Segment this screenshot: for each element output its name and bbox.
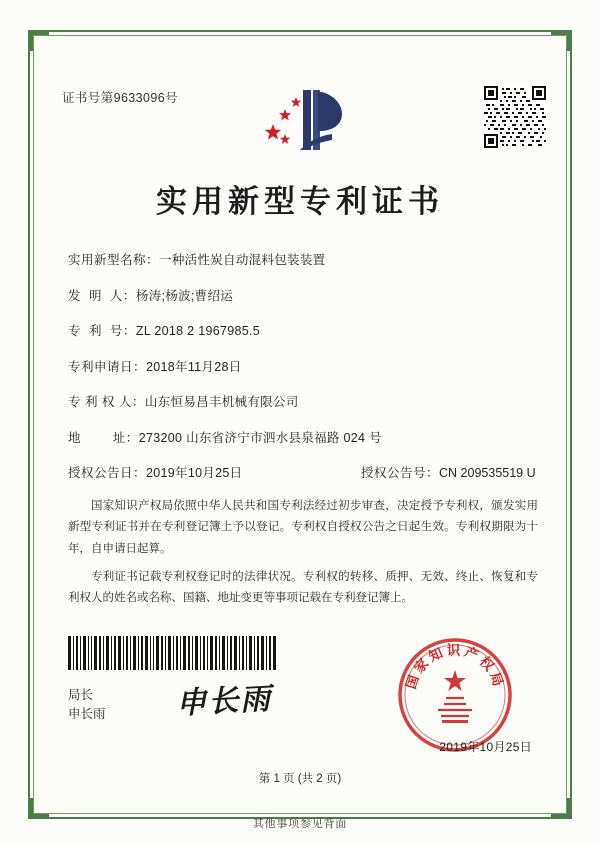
official-red-seal-icon bbox=[396, 636, 514, 754]
legal-text bbox=[68, 496, 538, 616]
field-value-grant-date: 2019年10月25日 bbox=[146, 466, 243, 480]
footnote: 其他事项参见背面 bbox=[252, 818, 348, 830]
field-label: 地 址： bbox=[68, 430, 139, 445]
handwritten-signature: 申长雨 bbox=[175, 681, 274, 722]
field-value: 2018年11月28日 bbox=[146, 359, 242, 374]
field-label-grant-number: 授权公告号： bbox=[361, 466, 440, 480]
cnipa-logo-icon bbox=[256, 84, 348, 156]
field-value-grant-number: CN 209535519 U bbox=[439, 466, 536, 480]
legal-paragraph-2: 专利证书记载专利权登记时的法律状况。专利权的转移、质押、无效、终止、恢复和专利权人的姓名或名称、国籍、地址变更等事项记载在专利登记簿上。 bbox=[68, 570, 538, 605]
field-value: 山东恒易昌丰机械有限公司 bbox=[144, 395, 299, 409]
field-label: 专 利 号： bbox=[68, 324, 136, 338]
field-label: 专 利 权 人： bbox=[68, 395, 145, 409]
signer-name: 申长雨 bbox=[68, 707, 106, 722]
field-row-grant-announcement bbox=[68, 463, 540, 481]
field-label: 实用新型名称： bbox=[68, 253, 160, 267]
legal-paragraph-1: 国家知识产权局依照中华人民共和国专利法经过初步审查，决定授予专利权，颁发实用新型专利证书并在专利登记簿上予以登记。专利权自授权公告之日起生效。专利权期限为十年，自申请日起算。 bbox=[68, 500, 538, 555]
qr-code-icon bbox=[484, 86, 546, 148]
svg-text:国家知识产权局: 国家知识产权局 bbox=[403, 643, 507, 692]
field-row-patentee bbox=[68, 392, 540, 410]
seal-date: 2019年10月25日 bbox=[439, 740, 532, 754]
field-value: 273200 山东省济宁市泗水县泉福路 024 号 bbox=[138, 430, 382, 445]
field-row-invention-name bbox=[68, 250, 540, 268]
field-value: 杨涛;杨波;曹绍运 bbox=[135, 288, 234, 303]
signer-block bbox=[68, 686, 106, 725]
page-number: 第 1 页 (共 2 页) bbox=[258, 773, 342, 785]
certificate-number: 证书号第9633096号 bbox=[62, 91, 178, 105]
field-value: ZL 2018 2 1967985.5 bbox=[135, 324, 260, 338]
field-row-address bbox=[68, 428, 540, 446]
field-row-inventors bbox=[68, 286, 540, 304]
field-label: 专利申请日： bbox=[68, 359, 147, 374]
field-row-application-date bbox=[68, 357, 540, 375]
field-label-grant-date: 授权公告日： bbox=[68, 466, 147, 480]
certificate-fields bbox=[68, 250, 540, 499]
barcode-icon bbox=[68, 636, 278, 670]
field-label: 发 明 人： bbox=[68, 288, 136, 303]
field-value: 一种活性炭自动混料包装装置 bbox=[159, 253, 326, 267]
field-row-patent-number bbox=[68, 321, 540, 339]
page-title: 实用新型专利证书 bbox=[156, 184, 444, 220]
signer-title: 局长 bbox=[68, 688, 94, 702]
border-corner-top-right bbox=[551, 30, 572, 51]
border-corner-top-left bbox=[28, 30, 49, 51]
